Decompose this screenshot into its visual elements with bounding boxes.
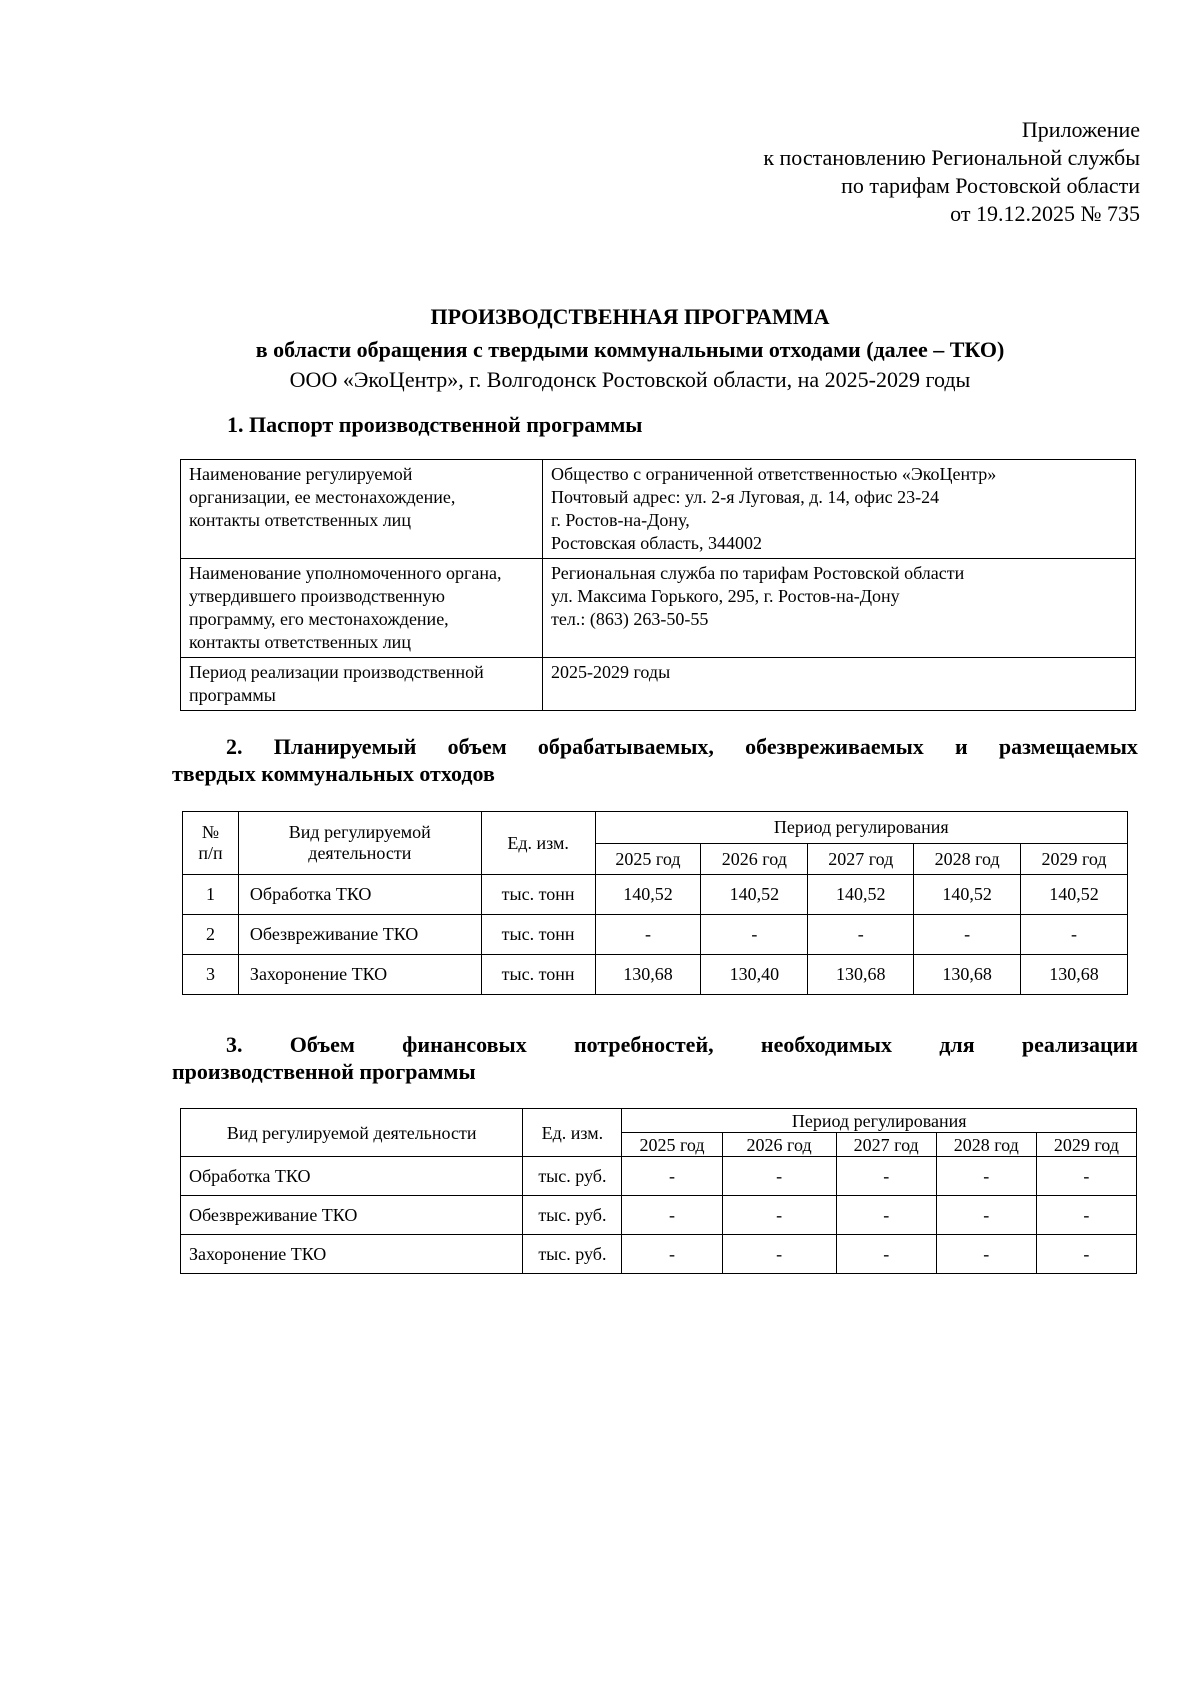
section1-heading: 1. Паспорт производственной программы [227,412,643,437]
row-value: 130,68 [1021,955,1128,995]
row-value: - [722,1196,836,1235]
document-title [170,302,1090,395]
heading-word: необходимых [760,1032,892,1057]
row-unit: тыс. руб. [523,1157,622,1196]
passport-table [180,459,1136,711]
row-unit: тыс. тонн [481,915,595,955]
cell-line: ул. Максима Горького, 295, г. Ростов-на-Дону [551,586,900,606]
header-year: 2029 год [1036,1133,1136,1157]
heading-word: 2. [226,734,243,759]
header-year: 2025 год [622,1133,722,1157]
cell-line: Наименование регулируемой [189,464,413,484]
row-value: - [1036,1157,1136,1196]
header-unit: Ед. изм. [523,1109,622,1157]
header-activity: Вид регулируемой деятельности [181,1109,523,1157]
table-row [181,559,1136,658]
title-line: ООО «ЭкоЦентр», г. Волгодонск Ростовской области, на 2025-2029 годы [289,367,971,392]
header-year: 2026 год [722,1133,836,1157]
row-num: 2 [183,915,239,955]
heading-word: и [955,734,968,759]
row-value: - [595,915,701,955]
appendix-block [763,116,1140,228]
passport-value-cell [543,559,1136,658]
row-value: - [1036,1196,1136,1235]
cell-line: Период реализации производственной [189,662,484,682]
cell-line: программу, его местонахождение, [189,609,449,629]
heading-word: обрабатываемых, [537,734,714,759]
heading-word: Объем [289,1032,355,1057]
title-line: в области обращения с твердыми коммунальными отходами (далее – ТКО) [255,337,1005,362]
row-activity: Обработка ТКО [238,875,481,915]
appendix-line: от 19.12.2025 № 735 [950,201,1140,226]
row-value: 130,68 [808,955,914,995]
table-row [181,460,1136,559]
row-value: - [701,915,808,955]
row-value: - [836,1235,936,1274]
passport-label-cell [181,658,543,711]
row-value: - [936,1196,1036,1235]
heading-word: для [939,1032,975,1057]
table-header-row [181,1109,1137,1133]
row-value: 140,52 [1021,875,1128,915]
row-value: - [808,915,914,955]
heading-line [172,733,1138,760]
row-value: - [722,1157,836,1196]
row-value: - [836,1196,936,1235]
row-value: 140,52 [595,875,701,915]
header-year: 2026 год [701,844,808,875]
header-year: 2029 год [1021,844,1128,875]
row-num: 3 [183,955,239,995]
cell-line: контакты ответственных лиц [189,632,411,652]
passport-value-cell [543,658,1136,711]
heading-word: обезвреживаемых [745,734,924,759]
passport-label-cell [181,460,543,559]
table-row [183,915,1128,955]
appendix-line: Приложение [1021,117,1140,142]
heading-line: производственной программы [172,1059,476,1084]
cell-line: контакты ответственных лиц [189,510,411,530]
heading-word: потребностей, [573,1032,714,1057]
appendix-line: к постановлению Региональной службы [763,145,1140,170]
table-row [181,1157,1137,1196]
row-activity: Захоронение ТКО [238,955,481,995]
row-value: - [1021,915,1128,955]
table-row [181,1235,1137,1274]
cell-line: 2025-2029 годы [551,662,671,682]
row-value: - [622,1157,722,1196]
row-activity: Обезвреживание ТКО [181,1196,523,1235]
header-unit: Ед. изм. [481,812,595,875]
section3-heading [172,1031,1138,1085]
passport-value-cell [543,460,1136,559]
cell-line: п/п [198,843,223,863]
row-activity: Захоронение ТКО [181,1235,523,1274]
finance-table [180,1108,1137,1274]
row-value: - [936,1157,1036,1196]
row-value: - [1036,1235,1136,1274]
header-year: 2028 год [936,1133,1036,1157]
row-activity: Обезвреживание ТКО [238,915,481,955]
heading-word: объем [447,734,507,759]
row-activity: Обработка ТКО [181,1157,523,1196]
header-year: 2028 год [914,844,1021,875]
table-row [183,875,1128,915]
cell-line: г. Ростов-на-Дону, [551,510,690,530]
table-header-row [183,812,1128,844]
header-year: 2025 год [595,844,701,875]
heading-word: размещаемых [998,734,1138,759]
row-unit: тыс. тонн [481,955,595,995]
passport-label-cell [181,559,543,658]
row-value: 140,52 [701,875,808,915]
row-value: - [622,1196,722,1235]
row-value: - [622,1235,722,1274]
row-value: - [836,1157,936,1196]
heading-word: реализации [1021,1032,1138,1057]
section2-heading [172,733,1138,787]
header-period: Период регулирования [595,812,1127,844]
table-row [181,658,1136,711]
cell-line: программы [189,685,276,705]
row-value: - [722,1235,836,1274]
row-num: 1 [183,875,239,915]
header-year: 2027 год [808,844,914,875]
cell-line: Региональная служба по тарифам Ростовской области [551,563,965,583]
heading-line [172,1031,1138,1058]
title-line: ПРОИЗВОДСТВЕННАЯ ПРОГРАММА [430,304,830,329]
row-unit: тыс. руб. [523,1196,622,1235]
row-value: 140,52 [914,875,1021,915]
row-value: - [914,915,1021,955]
heading-word: Планируемый [273,734,417,759]
heading-word: 3. [226,1032,243,1057]
cell-line: организации, ее местонахождение, [189,487,456,507]
cell-line: деятельности [308,843,412,863]
header-year: 2027 год [836,1133,936,1157]
row-unit: тыс. тонн [481,875,595,915]
header-activity [238,812,481,875]
volume-table [182,811,1128,995]
cell-line: Наименование уполномоченного органа, [189,563,502,583]
cell-line: Почтовый адрес: ул. 2-я Луговая, д. 14, офис 23-24 [551,487,940,507]
cell-line: № [201,822,220,842]
row-value: 140,52 [808,875,914,915]
table-row [181,1196,1137,1235]
header-num [183,812,239,875]
row-value: 130,40 [701,955,808,995]
row-value: - [936,1235,1036,1274]
cell-line: тел.: (863) 263-50-55 [551,609,709,629]
row-unit: тыс. руб. [523,1235,622,1274]
cell-line: утвердившего производственную [189,586,445,606]
cell-line: Общество с ограниченной ответственностью «ЭкоЦентр» [551,464,997,484]
cell-line: Вид регулируемой [288,822,431,842]
cell-line: Ростовская область, 344002 [551,533,762,553]
table-row [183,955,1128,995]
row-value: 130,68 [595,955,701,995]
header-period: Период регулирования [622,1109,1137,1133]
row-value: 130,68 [914,955,1021,995]
heading-line: твердых коммунальных отходов [172,761,495,786]
appendix-line: по тарифам Ростовской области [841,173,1140,198]
heading-word: финансовых [402,1032,527,1057]
